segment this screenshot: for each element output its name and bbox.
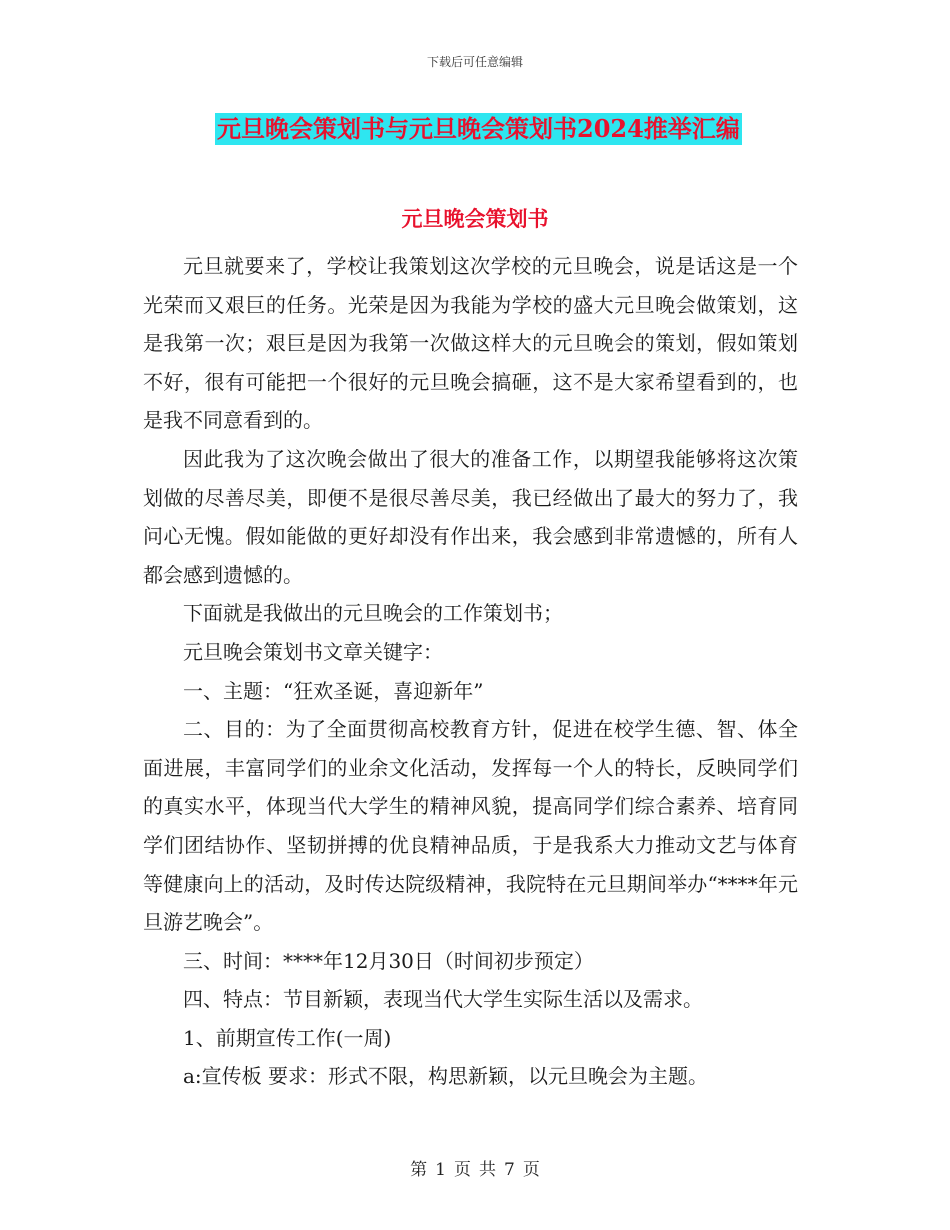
paragraph-purpose: 二、目的：为了全面贯彻高校教育方针，促进在校学生德、智、体全面进展，丰富同学们的业余文化活动，发挥每一个人的特长，反映同学们的真实水平，体现当代大学生的精神风貌，提高同学们综合素养、培育同学们团结协作、坚韧拼搏的优良精神品质，于是我系大力推动文艺与体育等健康向上的活动，及时传达院级精神，我院特在元旦期间举办“****年元旦游艺晚会”。	[143, 717, 798, 935]
paragraph-publicity: 1、前期宣传工作(一周)	[183, 1025, 392, 1050]
paragraph-theme: 一、主题：“狂欢圣诞，喜迎新年”	[183, 678, 484, 703]
footer-page-number: 1	[435, 1160, 446, 1180]
footer-total-pages: 7	[504, 1160, 515, 1180]
paragraph-intro: 元旦就要来了，学校让我策划这次学校的元旦晚会，说是话这是一个光荣而又艰巨的任务。光荣是因为我能为学校的盛大元旦晚会做策划，这是我第一次；艰巨是因为我第一次做这样大的元旦晚会的策划，假如策划不好，很有可能把一个很好的元旦晚会搞砸，这不是大家希望看到的，也是我不同意看到的。	[143, 254, 798, 433]
paragraph-preparation: 因此我为了这次晚会做出了很大的准备工作，以期望我能够将这次策划做的尽善尽美，即便不是很尽善尽美，我已经做出了最大的努力了，我问心无愧。假如能做的更好却没有作出来，我会感到非常遗憾的，所有人都会感到遗憾的。	[143, 446, 798, 587]
footer-total-prefix: 共	[479, 1160, 496, 1180]
footer-prefix: 第	[410, 1160, 428, 1180]
section-title: 元旦晚会策划书	[401, 206, 549, 231]
document-body	[143, 247, 798, 1096]
page-footer	[0, 1155, 950, 1180]
paragraph-time: 三、时间：****年12月30日（时间初步预定）	[183, 948, 594, 973]
document-title: 元旦晚会策划书与元旦晚会策划书2024推举汇编	[217, 114, 740, 143]
paragraph-keywords: 元旦晚会策划书文章关键字：	[183, 639, 443, 664]
footer-middle: 页	[454, 1160, 471, 1180]
header-note: 下载后可任意编辑	[426, 55, 523, 69]
paragraph-lead-in: 下面就是我做出的元旦晚会的工作策划书；	[183, 601, 563, 626]
paragraph-publicity-board: a:宣传板 要求：形式不限，构思新颖，以元旦晚会为主题。	[183, 1064, 709, 1089]
footer-suffix: 页	[522, 1160, 540, 1180]
paragraph-features: 四、特点：节目新颖，表现当代大学生实际生活以及需求。	[183, 987, 703, 1012]
